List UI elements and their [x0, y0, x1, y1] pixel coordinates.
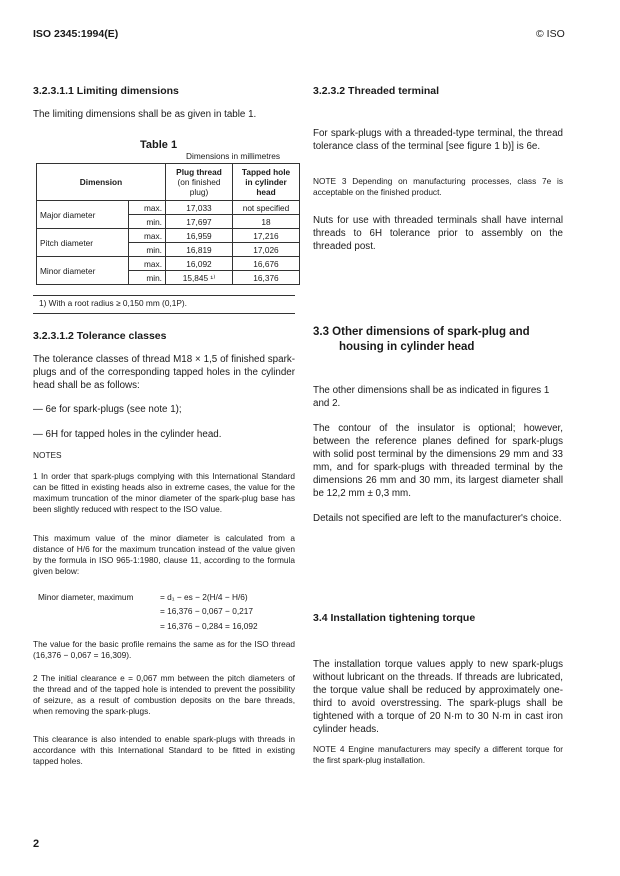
- limit-label: min.: [128, 215, 165, 229]
- row-label-major-diameter: Major diameter: [37, 201, 129, 229]
- limit-label: min.: [128, 243, 165, 257]
- formula-line: = 16,376 − 0,284 = 16,092: [160, 621, 258, 631]
- table-footnote: 1) With a root radius ≥ 0,150 mm (0,1P).: [39, 298, 187, 308]
- copyright-mark: © ISO: [536, 28, 565, 40]
- table-units: Dimensions in millimetres: [186, 151, 281, 161]
- table-row: [37, 201, 300, 215]
- note-3: NOTE 3 Depending on manufacturing processes, class 7e is acceptable on the finished product.: [313, 176, 563, 197]
- list-item: — 6e for spark-plugs (see note 1);: [33, 404, 182, 415]
- table-row: [37, 257, 300, 271]
- table-cell: 16,676: [233, 257, 300, 271]
- limit-label: max.: [128, 257, 165, 271]
- heading-line: housing in cylinder head: [339, 341, 475, 353]
- limiting-dimensions-intro: The limiting dimensions shall be as given in table 1.: [33, 109, 257, 120]
- column-header-tapped-hole: Tapped hole in cylinder head: [233, 164, 300, 201]
- section-heading-threaded-terminal: 3.2.3.2 Threaded terminal: [313, 85, 440, 97]
- table-cell: 18: [233, 215, 300, 229]
- limit-label: max.: [128, 201, 165, 215]
- note-2: 2 The initial clearance e = 0,067 mm between the pitch diameters of the thread and of the tapped hole is intended to prevent the possibility of seizure, as a result of combustion deposits on the bare threads, when removing the spark-plugs.: [33, 673, 295, 716]
- notes-label: NOTES: [33, 450, 62, 460]
- heading-line: 3.3 Other dimensions of spark-plug and: [313, 326, 530, 338]
- note-1-continuation: This maximum value of the minor diameter is calculated from a distance of H/6 for the maximum truncation instead of the value given by the formula in ISO 965-1:1980, clause 11, according to the formula given below:: [33, 533, 295, 576]
- other-dimensions-paragraph-1: The other dimensions shall be as indicated in figures 1 and 2.: [313, 385, 550, 409]
- row-label-minor-diameter: Minor diameter: [37, 257, 129, 285]
- column-header-dimension: Dimension: [37, 164, 166, 201]
- note-2-continuation: This clearance is also intended to enable spark-plugs with threads in accordance with this International Standard to be fitted in existing tapped holes.: [33, 734, 295, 766]
- section-heading-tolerance-classes: 3.2.3.1.2 Tolerance classes: [33, 330, 167, 342]
- list-item: — 6H for tapped holes in the cylinder head.: [33, 429, 222, 440]
- table-footnote-rule: [33, 295, 295, 314]
- threaded-terminal-paragraph: For spark-plugs with a threaded-type terminal, the thread tolerance class of the terminal [see figure 1 b)] is 6e.: [313, 128, 563, 152]
- table-cell: 15,845 ¹⁾: [166, 271, 233, 285]
- note-4: NOTE 4 Engine manufacturers may specify a different torque for the first spark-plug installation.: [313, 744, 563, 765]
- table-cell: 17,697: [166, 215, 233, 229]
- table-title: Table 1: [140, 139, 178, 151]
- column-header-plug-thread: Plug thread (on finished plug): [166, 164, 233, 201]
- table-cell: 16,819: [166, 243, 233, 257]
- table-cell: 17,216: [233, 229, 300, 243]
- formula-label: Minor diameter, maximum: [38, 592, 134, 602]
- limit-label: min.: [128, 271, 165, 285]
- section-heading-installation-torque: 3.4 Installation tightening torque: [313, 612, 476, 624]
- row-label-pitch-diameter: Pitch diameter: [37, 229, 129, 257]
- basic-profile-note: The value for the basic profile remains the same as for the ISO thread (16,376 − 0,067 = 16,309).: [33, 639, 295, 660]
- table-cell: 16,959: [166, 229, 233, 243]
- limit-label: max.: [128, 229, 165, 243]
- table-cell: not specified: [233, 201, 300, 215]
- note-1: 1 In order that spark-plugs complying with this International Standard can be fitted in existing heads also in extreme cases, the value for the maximum truncation of the minor diameter of the spark-plug base has been slightly reduced with respect to the ISO value.: [33, 471, 295, 514]
- table-row: [37, 229, 300, 243]
- table-cell: 16,092: [166, 257, 233, 271]
- document-id: ISO 2345:1994(E): [33, 28, 119, 40]
- section-heading-limiting-dimensions: 3.2.3.1.1 Limiting dimensions: [33, 85, 179, 97]
- table-cell: 17,026: [233, 243, 300, 257]
- installation-torque-paragraph: The installation torque values apply to new spark-plugs without lubricant on the threads. If threads are lubricated, the torque value shall be reduced by approximately one-third to avoid overstressing. The spark-plugs shall be tightened with a torque of 20 N·m to 30 N·m in cast iron cylinder heads.: [313, 659, 563, 735]
- tolerance-classes-paragraph: The tolerance classes of thread M18 × 1,5 of finished spark-plugs and of the corresponding tapped holes in the cylinder head shall be as follows:: [33, 354, 295, 391]
- page-number: 2: [33, 838, 40, 850]
- formula-line: = d₁ − es − 2(H/4 − H/6): [160, 592, 248, 602]
- table-cell: 16,376: [233, 271, 300, 285]
- other-dimensions-paragraph-3: Details not specified are left to the manufacturer's choice.: [313, 513, 562, 524]
- table-cell: 17,033: [166, 201, 233, 215]
- section-heading-other-dimensions: [313, 325, 563, 355]
- formula-line: = 16,376 − 0,067 − 0,217: [160, 606, 253, 616]
- nuts-paragraph: Nuts for use with threaded terminals shall have internal threads to 6H tolerance prior to assembly on the threaded post.: [313, 215, 563, 252]
- table-1: [36, 163, 300, 285]
- other-dimensions-paragraph-2: The contour of the insulator is optional; however, between the reference planes defined for spark-plugs with solid post terminal by the dimensions 29 mm and 33 mm, and for spark-plugs with threaded terminal by the dimensions 26 mm and 30 mm, its largest diameter shall be 12,2 mm ± 0,3 mm.: [313, 423, 563, 499]
